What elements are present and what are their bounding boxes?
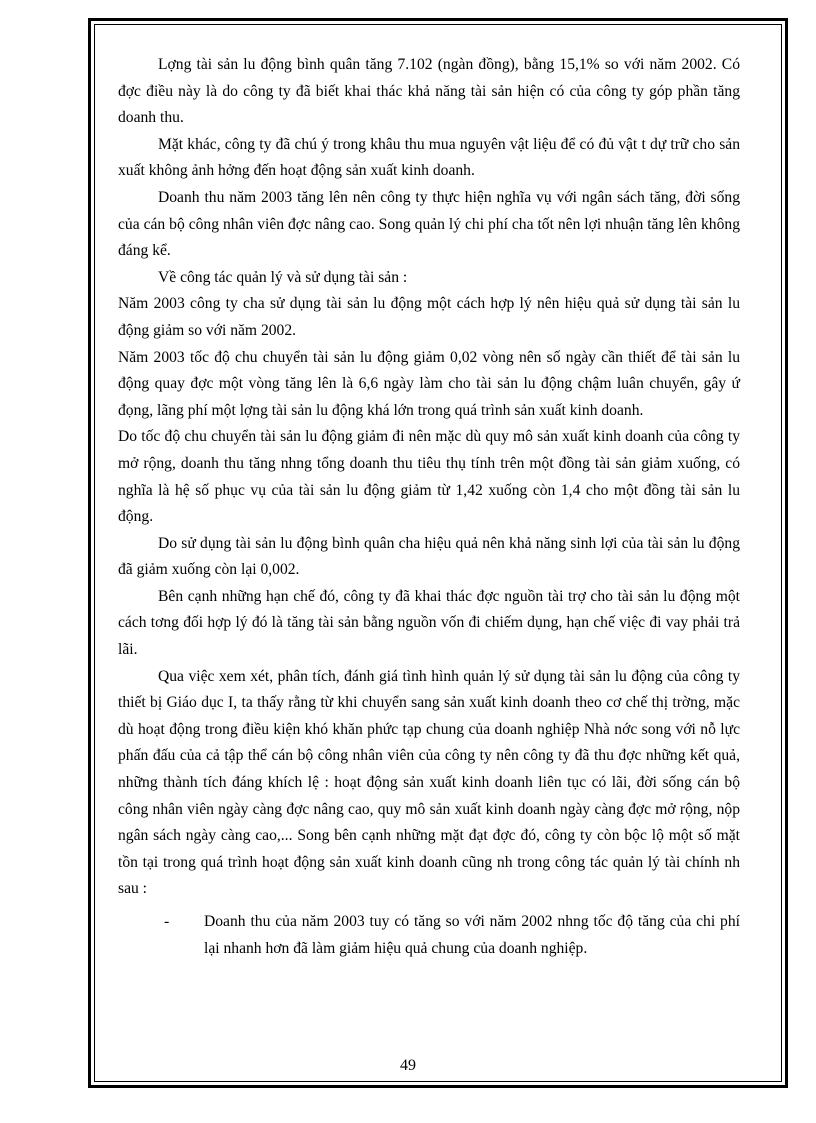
paragraph: Năm 2003 công ty cha sử dụng tài sản lu động một cách hợp lý nên hiệu quả sử dụng tài sản lu động giảm so với năm 2002. <box>118 295 740 339</box>
paragraph: Lợng tài sản lu động bình quân tăng 7.102 (ngàn đồng), bằng 15,1% so với năm 2002. Có đợc điều này là do công ty đã biết khai thác khả năng tài sản hiện có của công ty góp phần tăng doanh thu. <box>118 56 740 127</box>
paragraph: Bên cạnh những hạn chế đó, công ty đã khai thác đợc nguồn tài trợ cho tài sản lu động một cách tơng đối hợp lý đó là tăng tài sản bằng nguồn vốn đi chiếm dụng, hạn chế việc đi vay phải trả lãi. <box>118 587 740 659</box>
bullet-text: Doanh thu của năm 2003 tuy có tăng so với năm 2002 nhng tốc độ tăng của chi phí lại nhanh hơn đã làm giảm hiệu quả chung của doanh nghiệp. <box>204 913 740 957</box>
paragraph: Do tốc độ chu chuyển tài sản lu động giảm đi nên mặc dù quy mô sản xuất kinh doanh của công ty mở rộng, doanh thu tăng nhng tổng doanh thu tiêu thụ tính trên một đồng tài sản giảm xuống, có nghĩa là hệ số phục vụ của tài sản lu động giảm từ 1,42 xuống còn 1,4 cho một đồng tài sản lu động. <box>118 428 740 526</box>
paragraph: Qua việc xem xét, phân tích, đánh giá tình hình quản lý sử dụng tài sản lu động của công ty thiết bị Giáo dục I, ta thấy rằng từ khi chuyển sang sản xuất kinh doanh theo cơ chế thị trờng, mặc dù hoạt động trong điều kiện khó khăn phức tạp chung của doanh nghiệp Nhà nớc song với nỗ lực phấn đấu của cả tập thể cán bộ công nhân viên của công ty nên công ty đã thu đợc những kết quả, những thành tích đáng khích lệ : hoạt động sản xuất kinh doanh liên tục có lãi, đời sống cán bộ công nhân viên ngày càng đợc nâng cao, quy mô sản xuất kinh doanh ngày càng đợc mở rộng, nộp ngân sách ngày càng cao,... Song bên cạnh những mặt đạt đợc đó, công ty còn bộc lộ một số mặt tồn tại trong quá trình hoạt động sản xuất kinh doanh cũng nh trong công tác quản lý tài chính nh sau : <box>118 667 740 898</box>
bullet-item <box>118 909 740 962</box>
section-heading: Về công tác quản lý và sử dụng tài sản : <box>158 268 408 286</box>
paragraph: Năm 2003 tốc độ chu chuyển tài sản lu động giảm 0,02 vòng nên số ngày cần thiết để tài sản lu động quay đợc một vòng tăng lên là 6,6 ngày làm cho tài sản lu động chậm luân chuyển, gây ứ đọng, lãng phí một lợng tài sản lu động khá lớn trong quá trình sản xuất kinh doanh. <box>118 348 740 419</box>
page-number: 49 <box>400 1057 416 1074</box>
body-text <box>118 52 740 962</box>
paragraph: Do sử dụng tài sản lu động bình quân cha hiệu quả nên khả năng sinh lợi của tài sản lu động đã giảm xuống còn lại 0,002. <box>118 534 740 579</box>
bullet-marker: - <box>164 913 170 930</box>
paragraph: Mặt khác, công ty đã chú ý trong khâu thu mua nguyên vật liệu để có đủ vật t dự trữ cho sản xuất không ảnh hởng đến hoạt động sản xuất kinh doanh. <box>118 135 740 180</box>
paragraph: Doanh thu năm 2003 tăng lên nên công ty thực hiện nghĩa vụ với ngân sách tăng, đời sống của cán bộ công nhân viên đợc nâng cao. Song quản lý chi phí cha tốt nên lợi nhuận tăng lên không đáng kể. <box>118 188 740 260</box>
